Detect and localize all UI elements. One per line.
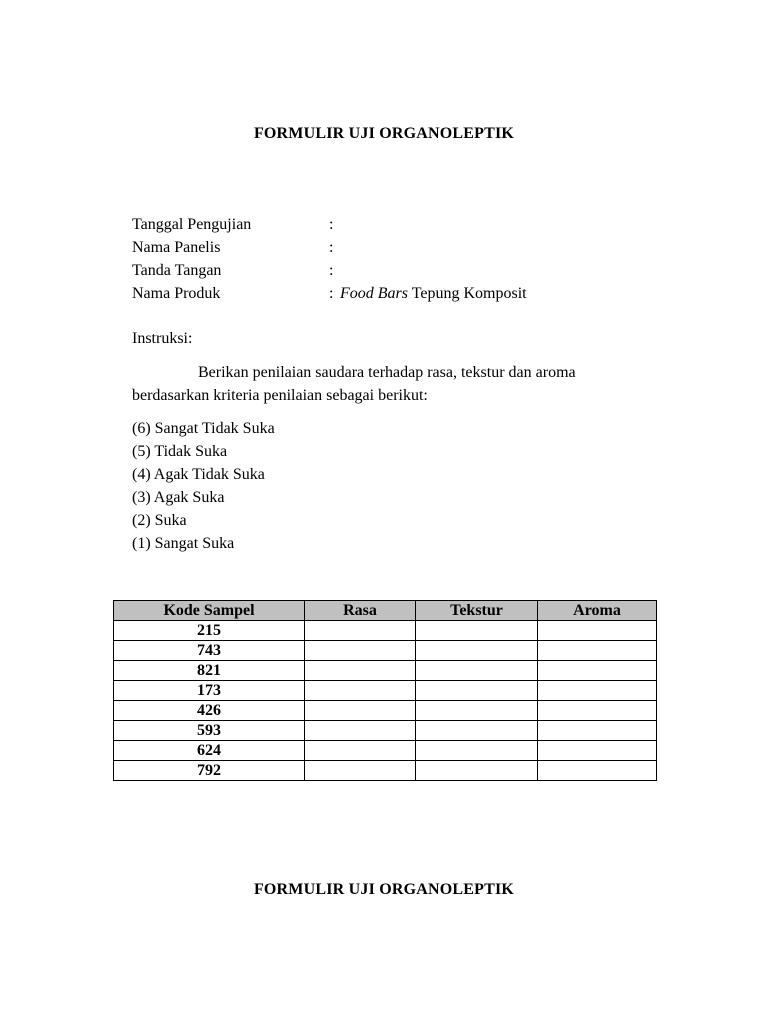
aroma-cell[interactable] — [538, 701, 657, 721]
rasa-cell[interactable] — [305, 621, 416, 641]
table-row — [114, 641, 657, 661]
rasa-cell[interactable] — [305, 641, 416, 661]
rating-scale-item: (3) Agak Suka — [132, 489, 225, 506]
table-row — [114, 661, 657, 681]
header-kode-sampel: Kode Sampel — [114, 601, 305, 621]
header-tekstur: Tekstur — [416, 601, 538, 621]
rating-scale-list — [132, 418, 275, 556]
table-row — [114, 681, 657, 701]
rating-scale-item: (4) Agak Tidak Suka — [132, 466, 265, 483]
tekstur-cell[interactable] — [416, 761, 538, 781]
field-label: Tanggal Pengujian — [132, 216, 252, 233]
instructions-text-line-2: berdasarkan kriteria penilaian sebagai berikut: — [132, 387, 428, 404]
field-colon: : — [329, 262, 334, 279]
header-rasa: Rasa — [305, 601, 416, 621]
aroma-cell[interactable] — [538, 681, 657, 701]
table-row — [114, 621, 657, 641]
sample-code-cell: 426 — [114, 701, 305, 721]
rasa-cell[interactable] — [305, 661, 416, 681]
aroma-cell[interactable] — [538, 761, 657, 781]
rasa-cell[interactable] — [305, 741, 416, 761]
tekstur-cell[interactable] — [416, 621, 538, 641]
aroma-cell[interactable] — [538, 741, 657, 761]
table-row — [114, 761, 657, 781]
table-row — [114, 701, 657, 721]
aroma-cell[interactable] — [538, 621, 657, 641]
rasa-cell[interactable] — [305, 681, 416, 701]
rasa-cell[interactable] — [305, 701, 416, 721]
form-title-repeat: FORMULIR UJI ORGANOLEPTIK — [253, 881, 515, 898]
rasa-cell[interactable] — [305, 721, 416, 741]
rating-scale-item: (6) Sangat Tidak Suka — [132, 420, 275, 437]
instructions-label: Instruksi: — [132, 330, 193, 347]
sample-code-cell: 593 — [114, 721, 305, 741]
field-colon: : — [329, 216, 334, 233]
field-value-italic: Food Bars — [340, 285, 408, 302]
tekstur-cell[interactable] — [416, 741, 538, 761]
table-row — [114, 721, 657, 741]
aroma-cell[interactable] — [538, 661, 657, 681]
rating-scale-item: (5) Tidak Suka — [132, 443, 228, 460]
tekstur-cell[interactable] — [416, 701, 538, 721]
field-colon: : — [329, 285, 334, 302]
sample-code-cell: 792 — [114, 761, 305, 781]
field-value-rest: Tepung Komposit — [408, 285, 527, 302]
aroma-cell[interactable] — [538, 641, 657, 661]
field-label: Nama Produk — [132, 285, 221, 302]
table-row — [114, 741, 657, 761]
field-value — [340, 283, 527, 305]
rasa-cell[interactable] — [305, 761, 416, 781]
field-colon: : — [329, 239, 334, 256]
instructions-text-line-1: Berikan penilaian saudara terhadap rasa, tekstur dan aroma — [198, 364, 576, 381]
sample-code-cell: 215 — [114, 621, 305, 641]
tekstur-cell[interactable] — [416, 721, 538, 741]
table-header-row — [114, 601, 657, 621]
form-title: FORMULIR UJI ORGANOLEPTIK — [253, 125, 515, 142]
tekstur-cell[interactable] — [416, 641, 538, 661]
rating-scale-item: (2) Suka — [132, 512, 187, 529]
field-label: Nama Panelis — [132, 239, 221, 256]
sample-code-cell: 821 — [114, 661, 305, 681]
sample-code-cell: 624 — [114, 741, 305, 761]
tekstur-cell[interactable] — [416, 681, 538, 701]
sample-rating-table — [113, 600, 657, 781]
tekstur-cell[interactable] — [416, 661, 538, 681]
header-aroma: Aroma — [538, 601, 657, 621]
aroma-cell[interactable] — [538, 721, 657, 741]
field-label: Tanda Tangan — [132, 262, 222, 279]
rating-scale-item: (1) Sangat Suka — [132, 535, 235, 552]
sample-code-cell: 173 — [114, 681, 305, 701]
sample-code-cell: 743 — [114, 641, 305, 661]
